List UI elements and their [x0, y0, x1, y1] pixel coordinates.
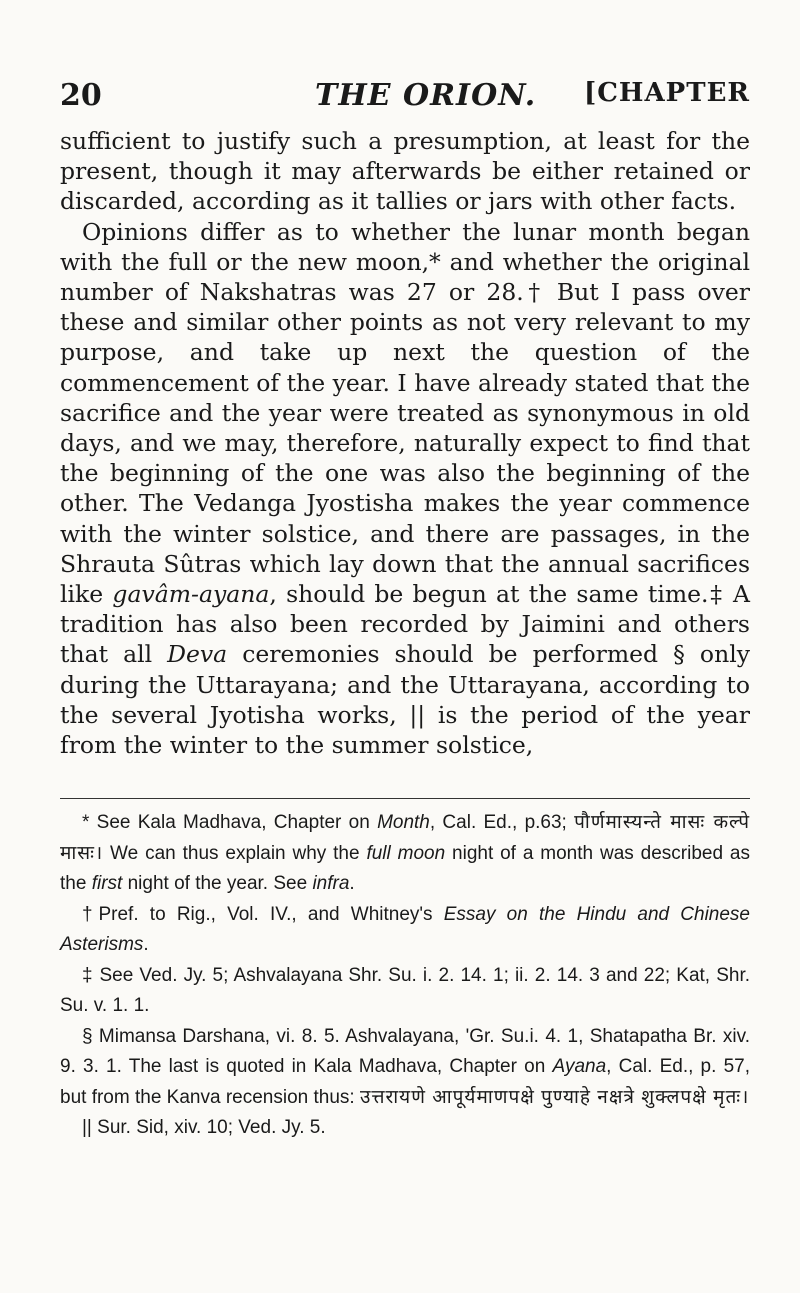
italic-term: Deva	[167, 640, 228, 669]
page-header	[60, 78, 750, 118]
paragraph-1: sufficient to justify such a presumption, at least for the present, though it may afterwards be either retained or discarded, according as it tallies or jars with other facts.	[60, 127, 750, 216]
footnote-1: * See Kala Madhava, Chapter on Month, Cal. Ed., p.63; पौर्णमास्यन्ते मासः कल्पे मासः। We can thus explain why the full moon night of a month was described as the first night of the year. See infra.	[60, 812, 750, 894]
footnote-ref: ||	[409, 700, 426, 729]
chapter-label: [CHAPTER	[583, 78, 750, 108]
footnote-3: ‡ See Ved. Jy. 5; Ashvalayana Shr. Su. i. 2. 14. 1; ii. 2. 14. 3 and 22; Kat, Shr. Su. v. 1. 1.	[60, 964, 750, 1016]
page-number: 20	[60, 78, 102, 113]
footnote-ref: §	[673, 640, 685, 669]
footnote-4: § Mimansa Darshana, vi. 8. 5. Ashvalayana, 'Gr. Su.i. 4. 1, Shatapatha Br. xiv. 9. 3. 1. The last is quoted in Kala Madhava, Chapter on Ayana, Cal. Ed., p. 57, but from the Kanva recension thus: उत्तरायणे आपूर्यमाणपक्षे पुण्याहे नक्षत्रे शुक्लपक्षे मृतः।	[60, 1025, 750, 1108]
footnote-ref: *	[429, 247, 441, 276]
sanskrit-quote: पौर्णमास्यन्ते मासः कल्पे मासः।	[60, 812, 750, 864]
running-title: THE ORION.	[315, 78, 537, 113]
sanskrit-quote: उत्तरायणे आपूर्यमाणपक्षे पुण्याहे नक्षत्रे शुक्लपक्षे मृतः।	[359, 1086, 750, 1108]
footnote-2: †Pref. to Rig., Vol. IV., and Whitney's Essay on the Hindu and Chinese Asterisms.	[60, 903, 750, 955]
footnote-5: || Sur. Sid, xiv. 10; Ved. Jy. 5.	[82, 1117, 326, 1138]
footnote-ref: †	[523, 278, 545, 307]
italic-term: gavâm-ayana	[112, 580, 270, 609]
main-text	[60, 126, 750, 760]
paragraph-2: Opinions differ as to whether the lunar month began with the full or the new moon,* and whether the original number of Nakshatras was 27 or 28.† But I pass over these and similar other points as not very relevant to my purpose, and take up next the question of the commencement of the year. I have already stated that the sacrifice and the year were treated as synonymous in old days, and we may, therefore, naturally expect to find that the beginning of the one was also the beginning of the other. The Vedanga Jyostisha makes the year commence with the winter solstice, and there are passages, in the Shrauta Sûtras which lay down that the annual sacrifices like gavâm-ayana, should be begun at the same time.‡ A tradition has also been recorded by Jaimini and others that all Deva ceremonies should be performed § only during the Uttarayana; and the Uttarayana, according to the several Jyotisha works, || is the period of the year from the winter to the summer solstice,	[60, 217, 751, 760]
footnote-ref: ‡	[708, 580, 724, 609]
footnotes	[60, 808, 750, 1144]
footnote-divider	[60, 798, 750, 799]
